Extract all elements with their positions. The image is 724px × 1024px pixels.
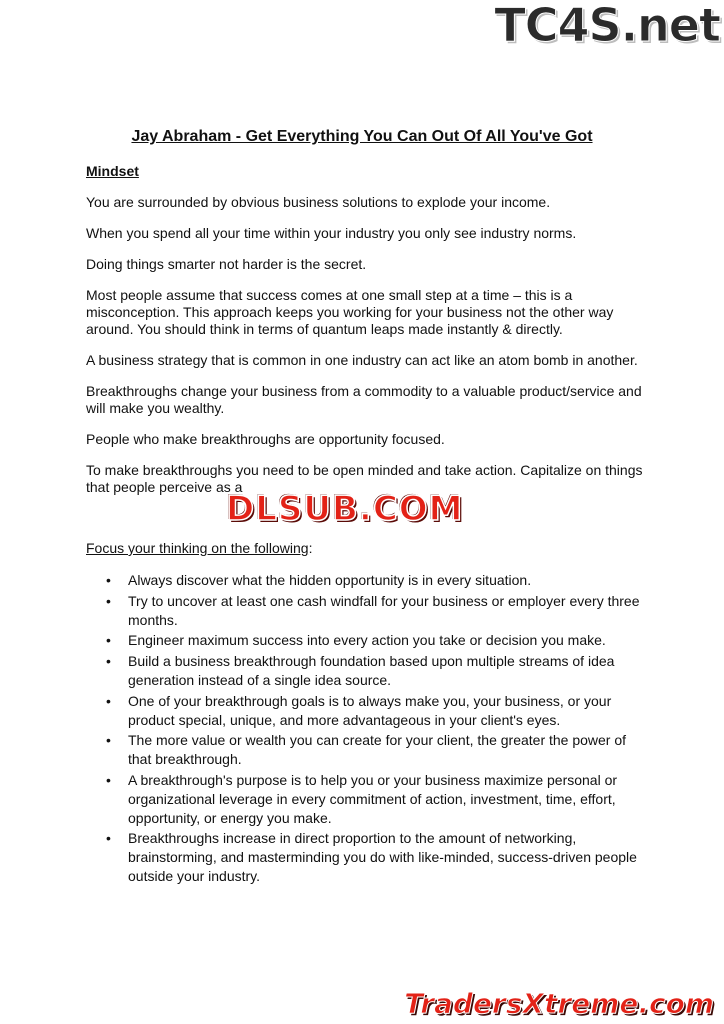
list-item <box>86 652 646 690</box>
list-item <box>86 771 646 827</box>
paragraph: Doing things smarter not harder is the secret. <box>86 256 367 272</box>
bullet-icon: • <box>106 692 111 709</box>
paragraph: You are surrounded by obvious business solutions to explode your income. <box>86 194 551 210</box>
focus-label: Focus your thinking on the following <box>86 540 309 556</box>
focus-colon: : <box>308 540 313 556</box>
list-item-text: Build a business breakthrough foundation based upon multiple streams of idea generation instead of a single idea source. <box>128 653 615 688</box>
list-item-text: One of your breakthrough goals is to always make you, your business, or your product special, unique, and more advantageous in your client's eyes. <box>128 692 612 728</box>
list-item-text: Breakthroughs increase in direct proportion to the amount of networking, brainstorming, and masterminding you do with like-minded, success-driven people outside your industry. <box>128 830 637 884</box>
focus-list <box>86 571 646 886</box>
list-item-text: A breakthrough's purpose is to help you or your business maximize personal or organizational leverage in every commitment of action, investment, time, effort, opportunity, or energy you make. <box>128 771 618 826</box>
list-item-text: The more value or wealth you can create for your client, the greater the power of that breakthrough. <box>128 732 627 768</box>
paragraph: Most people assume that success comes at one small step at a time – this is a misconception. This approach keeps you working for your business not the other way around. You should think in terms of quantum leaps made instantly & directly. <box>86 287 614 337</box>
watermark-dlsub: DLSUB.COM <box>226 489 464 529</box>
paragraph: A business strategy that is common in one industry can act like an atom bomb in another. <box>86 352 638 368</box>
list-item <box>86 731 646 769</box>
watermark-tc4s: TC4S.net <box>494 0 720 52</box>
document-title: Jay Abraham - Get Everything You Can Out Of All You've Got <box>131 128 593 145</box>
list-item-text: Try to uncover at least one cash windfall for your business or employer every three months. <box>128 592 640 628</box>
list-item-text: Engineer maximum success into every action you take or decision you make. <box>128 632 606 649</box>
list-item-text: Always discover what the hidden opportunity is in every situation. <box>128 572 532 588</box>
paragraph: Breakthroughs change your business from a commodity to a valuable product/service and will make you wealthy. <box>86 383 642 416</box>
watermark-tradersxtreme: TradersXtreme.com <box>404 987 714 1020</box>
paragraph: People who make breakthroughs are opportunity focused. <box>86 431 445 447</box>
paragraph: When you spend all your time within your industry you only see industry norms. <box>86 225 577 241</box>
list-item <box>86 692 646 730</box>
list-item <box>86 631 646 650</box>
paragraph: To make breakthroughs you need to be open minded and take action. Capitalize on things that people perceive as a <box>86 462 643 495</box>
bullet-icon: • <box>106 632 111 649</box>
bullet-icon: • <box>106 653 111 670</box>
list-item <box>86 829 646 885</box>
bullet-icon: • <box>106 572 111 588</box>
section-heading-mindset: Mindset <box>86 163 139 179</box>
list-item <box>86 571 646 590</box>
list-item <box>86 592 646 630</box>
bullet-icon: • <box>106 830 111 847</box>
focus-heading <box>86 540 646 557</box>
bullet-icon: • <box>106 592 111 609</box>
bullet-icon: • <box>106 771 111 788</box>
bullet-icon: • <box>106 732 111 749</box>
